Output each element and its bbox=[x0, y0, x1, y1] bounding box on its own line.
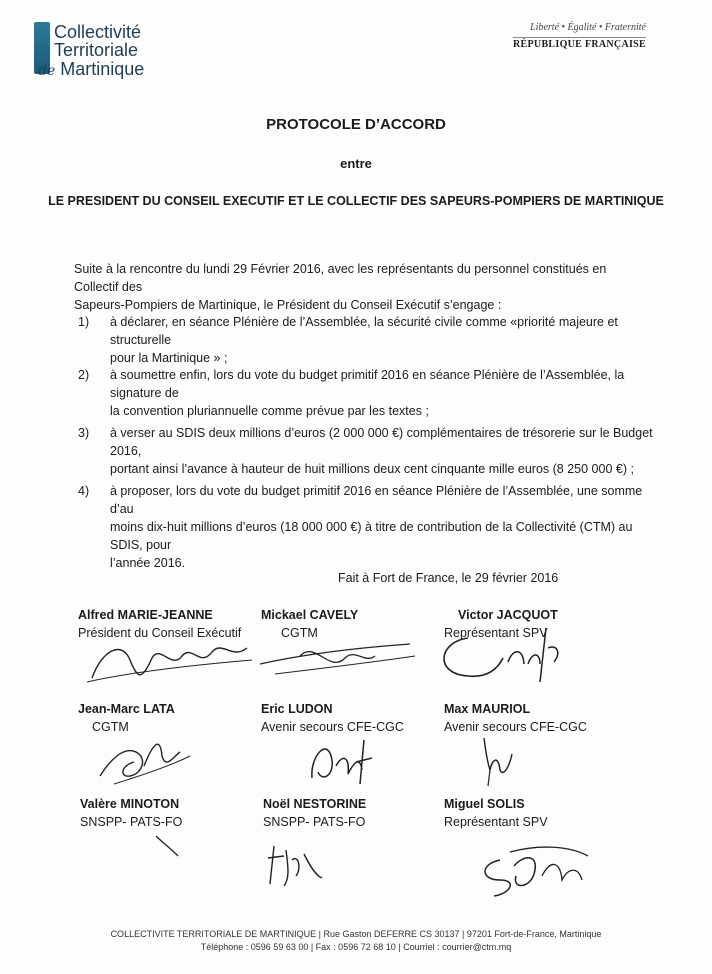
signatory-role: Représentant SPV bbox=[444, 626, 548, 640]
intro-line: Sapeurs-Pompiers de Martinique, le Président du Conseil Exécutif s’engage : bbox=[74, 298, 502, 312]
item-line: à verser au SDIS deux millions d’euros (2 000 000 €) complémentaires de trésorerie sur le Budget 2016, bbox=[110, 426, 653, 458]
motto: Liberté • Égalité • Fraternité bbox=[530, 22, 646, 33]
item-number: 3) bbox=[78, 426, 90, 440]
signature-nestorine bbox=[262, 836, 332, 892]
item-line: à proposer, lors du vote du budget primitif 2016 en séance Plénière de l’Assemblée, une somme d’au bbox=[110, 484, 643, 516]
ctm-logo bbox=[34, 20, 194, 80]
signatory-name: Valère MINOTON bbox=[80, 797, 180, 811]
logo-line-1: Collectivité bbox=[54, 22, 142, 42]
footer-contact: Téléphone : 0596 59 63 00 | Fax : 0596 72 68 10 | Courriel : courrier@ctm.mq bbox=[200, 942, 512, 952]
signature-minoton bbox=[150, 830, 190, 860]
item-line: pour la Martinique » ; bbox=[110, 351, 228, 365]
document-subtitle: LE PRESIDENT DU CONSEIL EXECUTIF ET LE COLLECTIF DES SAPEURS-POMPIERS DE MARTINIQUE bbox=[48, 194, 664, 208]
item-line: à déclarer, en séance Plénière de l’Assemblée, la sécurité civile comme «priorité majeure et structurelle bbox=[110, 315, 618, 347]
item-number: 1) bbox=[78, 315, 90, 329]
place-date-line: Fait à Fort de France, le 29 février 2016 bbox=[338, 571, 559, 585]
republique-francaise: RÉPUBLIQUE FRANÇAISE bbox=[513, 39, 646, 50]
republique-logo bbox=[513, 22, 646, 50]
signatory-role: CGTM bbox=[92, 720, 129, 734]
footer-address: COLLECTIVITE TERRITORIALE DE MARTINIQUE | Rue Gaston DEFERRE CS 30137 | 97201 Fort-de-France, Martinique bbox=[110, 929, 602, 939]
signatory-role: SNSPP- PATS-FO bbox=[80, 815, 183, 829]
signature-marie-jeanne bbox=[82, 630, 262, 690]
logo-line-2: Territoriale bbox=[54, 40, 139, 60]
item-line: l’année 2016. bbox=[110, 556, 186, 570]
signatory-name: Mickael CAVELY bbox=[261, 608, 359, 622]
logo-martinique: Martinique bbox=[60, 59, 145, 79]
signatory-role: Avenir secours CFE-CGC bbox=[444, 720, 587, 734]
item-line: portant ainsi l’avance à hauteur de huit millions deux cent cinquante mille euros (8 250 000 €) ; bbox=[110, 462, 634, 476]
signatory-role: CGTM bbox=[281, 626, 318, 640]
signature-jacquot bbox=[428, 618, 578, 688]
item-line: moins dix-huit millions d’euros (18 000 000 €) à titre de contribution de la Collectivité (CTM) au SDIS, pour bbox=[110, 520, 633, 552]
signatory-name: Alfred MARIE-JEANNE bbox=[78, 608, 213, 622]
item-number: 2) bbox=[78, 368, 90, 382]
signatory-name: Victor JACQUOT bbox=[458, 608, 558, 622]
item-line: à soumettre enfin, lors du vote du budget primitif 2016 en séance Plénière de l’Assemblée, la signature de bbox=[110, 368, 625, 400]
entre-label: entre bbox=[340, 156, 372, 171]
signatory-name: Max MAURIOL bbox=[444, 702, 531, 716]
signature-mauriol bbox=[470, 730, 530, 790]
signature-cavely bbox=[245, 634, 425, 684]
item-number: 4) bbox=[78, 484, 90, 498]
signatory-name: Miguel SOLIS bbox=[444, 797, 525, 811]
footer bbox=[0, 928, 712, 954]
signature-lata bbox=[90, 726, 200, 790]
document-title: PROTOCOLE D’ACCORD bbox=[266, 116, 446, 133]
intro-paragraph bbox=[74, 260, 654, 314]
signatory-block bbox=[80, 795, 182, 831]
signatory-block bbox=[263, 795, 366, 831]
signatory-role: Président du Conseil Exécutif bbox=[78, 626, 242, 640]
signature-ludon bbox=[298, 726, 388, 792]
signatory-name: Noël NESTORINE bbox=[263, 797, 367, 811]
signatory-name: Eric LUDON bbox=[261, 702, 333, 716]
signatory-name: Jean-Marc LATA bbox=[78, 702, 175, 716]
intro-line: Suite à la rencontre du lundi 29 Février 2016, avec les représentants du personnel constitués en Collectif des bbox=[74, 262, 607, 294]
signatory-role: Avenir secours CFE-CGC bbox=[261, 720, 404, 734]
signature-solis bbox=[470, 836, 600, 906]
item-line: la convention pluriannuelle comme prévue par les textes ; bbox=[110, 404, 429, 418]
signatory-role: Représentant SPV bbox=[444, 815, 548, 829]
signatory-role: SNSPP- PATS-FO bbox=[263, 815, 366, 829]
logo-de: de bbox=[38, 63, 56, 79]
logo-line-3 bbox=[38, 59, 144, 80]
signatory-block bbox=[444, 795, 548, 831]
